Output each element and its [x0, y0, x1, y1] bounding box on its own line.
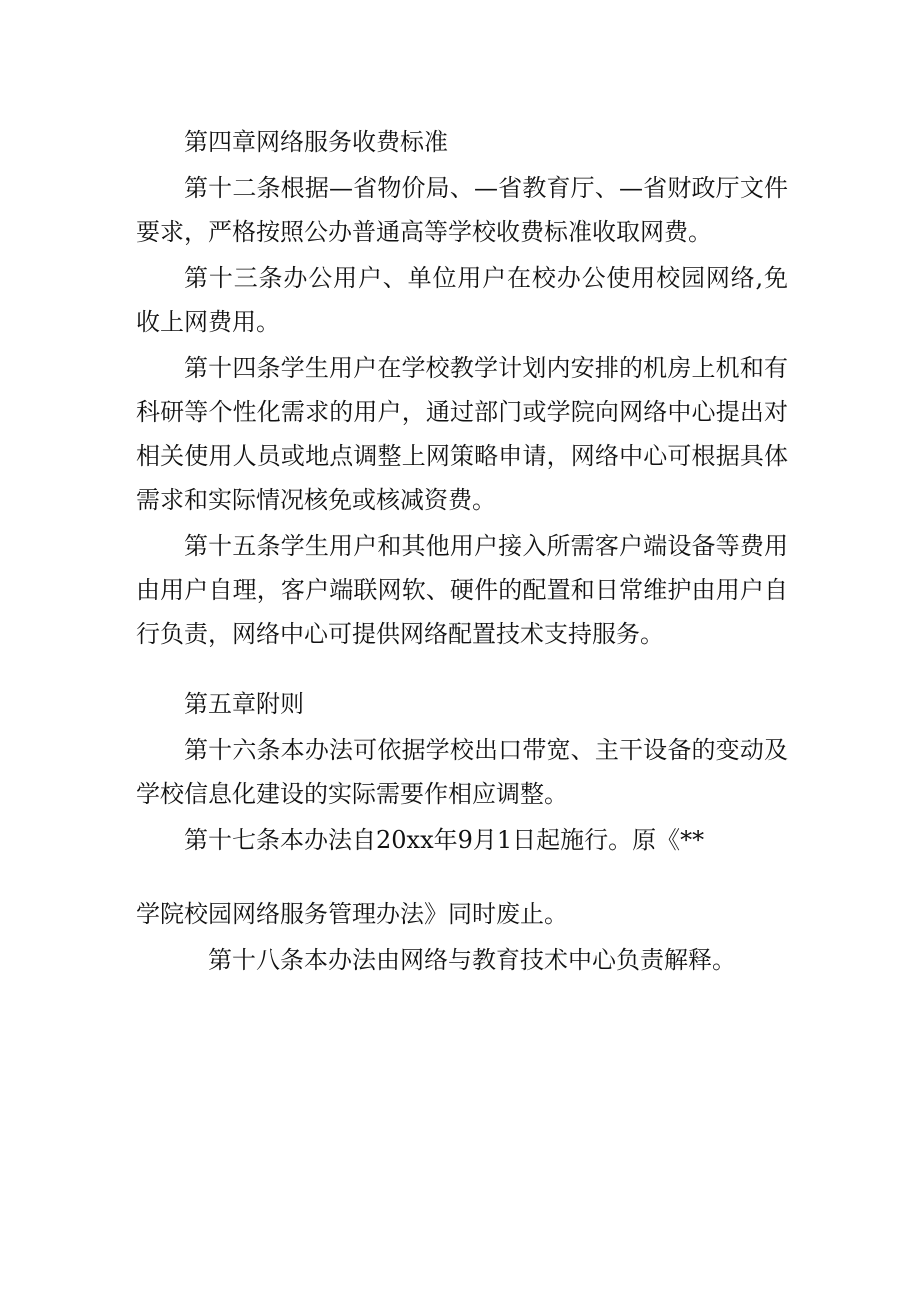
- article-12: 第十二条根据—省物价局、—省教育厅、—省财政厅文件要求，严格按照公办普通高等学校收费标准收取网费。: [136, 174, 788, 246]
- article-18: 第十八条本办法由网络与教育技术中心负责解释。: [208, 946, 736, 974]
- chapter-4-title: 第四章网络服务收费标准: [184, 128, 448, 156]
- article-17-continued: 学院校园网络服务管理办法》同时废止。: [136, 900, 568, 928]
- article-17: 第十七条本办法自20xx年9月1日起施行。原《**: [184, 826, 705, 854]
- article-14: 第十四条学生用户在学校教学计划内安排的机房上机和有科研等个性化需求的用户，通过部门或学院向网络中心提出对相关使用人员或地点调整上网策略申请，网络中心可根据具体需求和实际情况核免或核减资费。: [136, 354, 788, 514]
- article-16: 第十六条本办法可依据学校出口带宽、主干设备的变动及学校信息化建设的实际需要作相应调整。: [136, 736, 788, 808]
- article-15: 第十五条学生用户和其他用户接入所需客户端设备等费用由用户自理，客户端联网软、硬件的配置和日常维护由用户自行负责，网络中心可提供网络配置技术支持服务。: [136, 532, 788, 648]
- article-13: 第十三条办公用户、单位用户在校办公使用校园网络,免收上网费用。: [136, 264, 788, 336]
- chapter-5-title: 第五章附则: [184, 690, 304, 718]
- document-body: [136, 120, 788, 984]
